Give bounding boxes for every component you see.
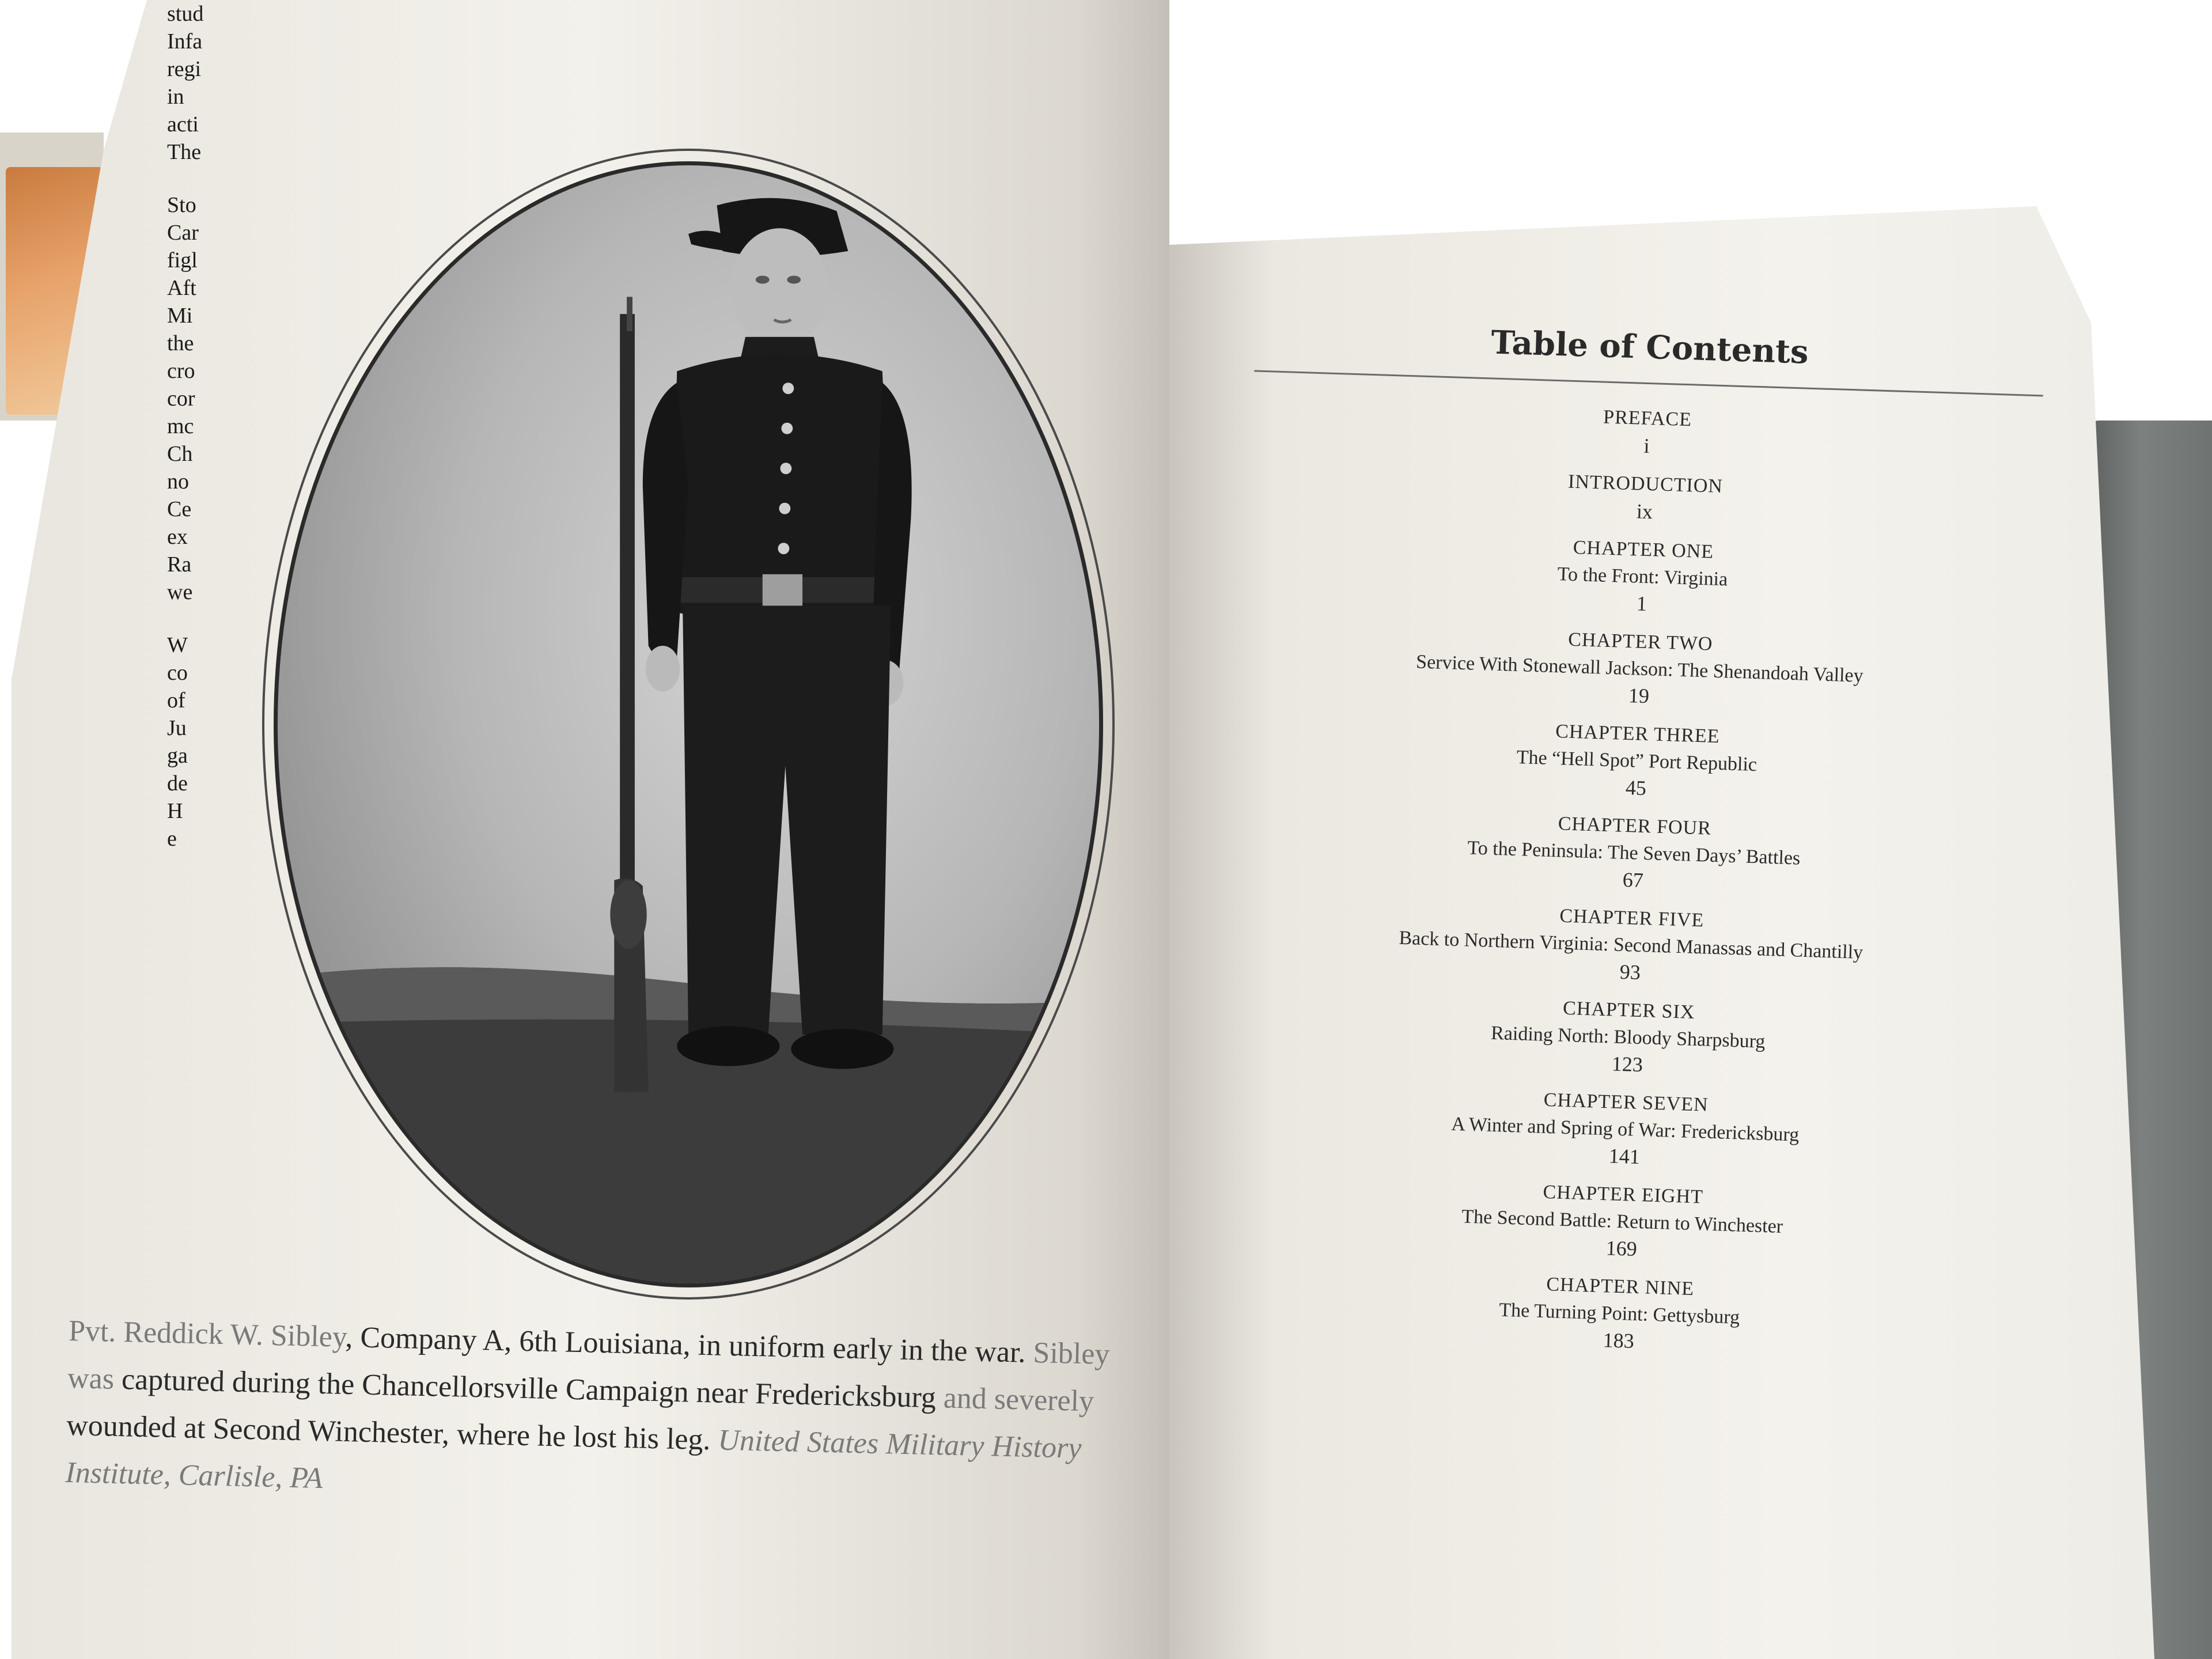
toc-entry <box>1250 458 2040 537</box>
toc-chapter-name: Raiding North: Bloody Sharpsburg <box>1490 1022 1766 1052</box>
toc-chapter-label: CHAPTER SIX <box>1562 997 1695 1024</box>
side-text-line: figl <box>167 248 198 272</box>
toc-entry <box>1244 616 2036 721</box>
side-text-line: regi <box>167 57 202 81</box>
toc-chapter-label: CHAPTER TWO <box>1567 628 1714 655</box>
toc-chapter-label: CHAPTER EIGHT <box>1543 1181 1704 1208</box>
side-text-line: of <box>167 688 185 713</box>
toc-chapter-name: The Turning Point: Gettysburg <box>1498 1299 1740 1328</box>
toc-page-number: ix <box>1636 499 1653 524</box>
toc-page-number: 67 <box>1622 868 1644 892</box>
toc-page-number: 183 <box>1603 1328 1635 1353</box>
toc-chapter-name: Back to Northern Virginia: Second Manassas and Chantilly <box>1398 927 1863 964</box>
toc-entries <box>1224 392 2042 1366</box>
table-of-contents <box>1224 316 2045 1377</box>
side-text-line: we <box>167 580 193 604</box>
toc-page-number: 93 <box>1619 960 1641 984</box>
side-text-line: in <box>167 85 184 109</box>
toc-chapter-name: The Second Battle: Return to Winchester <box>1461 1206 1783 1237</box>
side-text-line: Ce <box>167 497 192 521</box>
toc-page-number: 1 <box>1636 592 1647 616</box>
side-text-line: cor <box>167 387 195 411</box>
caption-part-4: captured during the Chancellorsville Campaign near Fredericksburg <box>113 1362 944 1415</box>
facing-page-text-fragment <box>167 0 248 853</box>
side-text-line <box>167 606 248 631</box>
side-text-line: stud <box>167 2 204 26</box>
side-text-line: de <box>167 771 188 796</box>
side-text-line: ga <box>167 744 188 768</box>
toc-entry <box>1238 800 2030 906</box>
side-text-line: Ch <box>167 442 193 466</box>
caption-part-2: , Company A, 6th Louisiana, in uniform early in the war. <box>344 1320 1034 1369</box>
caption-part-3: Sibley was <box>67 1336 1111 1396</box>
toc-page-number: 141 <box>1608 1144 1641 1169</box>
side-text-line: acti <box>167 112 199 137</box>
toc-chapter-label: CHAPTER ONE <box>1573 536 1714 563</box>
side-text-line: Car <box>167 221 199 245</box>
toc-page-number: 19 <box>1628 684 1650 708</box>
toc-chapter-label: CHAPTER SEVEN <box>1543 1089 1709 1116</box>
side-text-line: cro <box>167 359 195 383</box>
side-text-line: the <box>167 331 194 355</box>
side-text-line: Aft <box>167 276 196 300</box>
toc-entry <box>1252 392 2042 471</box>
side-text-line: mc <box>167 414 194 438</box>
caption-part-1: Pvt. Reddick W. Sibley <box>68 1314 346 1354</box>
toc-chapter-name: To the Front: Virginia <box>1557 563 1728 590</box>
side-text-line: no <box>167 469 189 494</box>
toc-entry <box>1226 1169 2018 1274</box>
toc-page-number: 45 <box>1625 776 1647 800</box>
side-text-line: Infa <box>167 29 203 54</box>
side-text-line: The <box>167 140 202 164</box>
toc-entry <box>1224 1261 2015 1366</box>
toc-chapter-name: A Winter and Spring of War: Fredericksburg <box>1450 1113 1800 1146</box>
toc-chapter-label: INTRODUCTION <box>1567 471 1724 498</box>
side-text-line: W <box>167 633 188 657</box>
side-text-line: ex <box>167 525 188 549</box>
side-text-line: co <box>167 661 188 685</box>
toc-chapter-label: CHAPTER THREE <box>1555 721 1721 748</box>
side-text-line: Ra <box>167 552 192 577</box>
toc-chapter-name: The “Hell Spot” Port Republic <box>1516 747 1758 776</box>
toc-chapter-label: CHAPTER NINE <box>1546 1274 1695 1300</box>
toc-chapter-label: CHAPTER FIVE <box>1559 905 1705 931</box>
toc-entry <box>1229 1077 2021 1182</box>
toc-entry <box>1247 524 2039 629</box>
caption-part-5: and severely <box>943 1381 1094 1418</box>
toc-title: Table of Contents <box>1490 323 1809 372</box>
side-text-line: e <box>167 827 177 851</box>
toc-page-number: 169 <box>1605 1236 1638 1261</box>
photo-caption <box>65 1308 1141 1521</box>
toc-page-number: i <box>1643 434 1650 458</box>
toc-chapter-name: Service With Stonewall Jackson: The Shenandoah Valley <box>1415 651 1864 687</box>
toc-entry <box>1235 892 2027 998</box>
toc-entry <box>1241 708 2033 813</box>
side-text-line <box>167 166 248 191</box>
side-text-line: Sto <box>167 193 196 217</box>
side-text-line: Ju <box>167 716 187 740</box>
toc-chapter-label: CHAPTER FOUR <box>1558 813 1712 839</box>
soldier-figure-illustration <box>278 165 1099 1283</box>
side-text-line: Mi <box>167 304 193 328</box>
caption-credit: United States Military History Institute, Carlisle, PA <box>65 1423 1082 1495</box>
side-text-line: H <box>167 799 183 823</box>
toc-chapter-name: To the Peninsula: The Seven Days’ Battles <box>1467 837 1801 869</box>
toc-page-number: 123 <box>1611 1052 1643 1077</box>
caption-part-6: wounded at Second Winchester, where he lost his leg. <box>66 1408 719 1457</box>
soldier-portrait-photo <box>274 161 1103 1287</box>
toc-entry <box>1232 984 2024 1090</box>
toc-chapter-label: PREFACE <box>1603 406 1692 431</box>
